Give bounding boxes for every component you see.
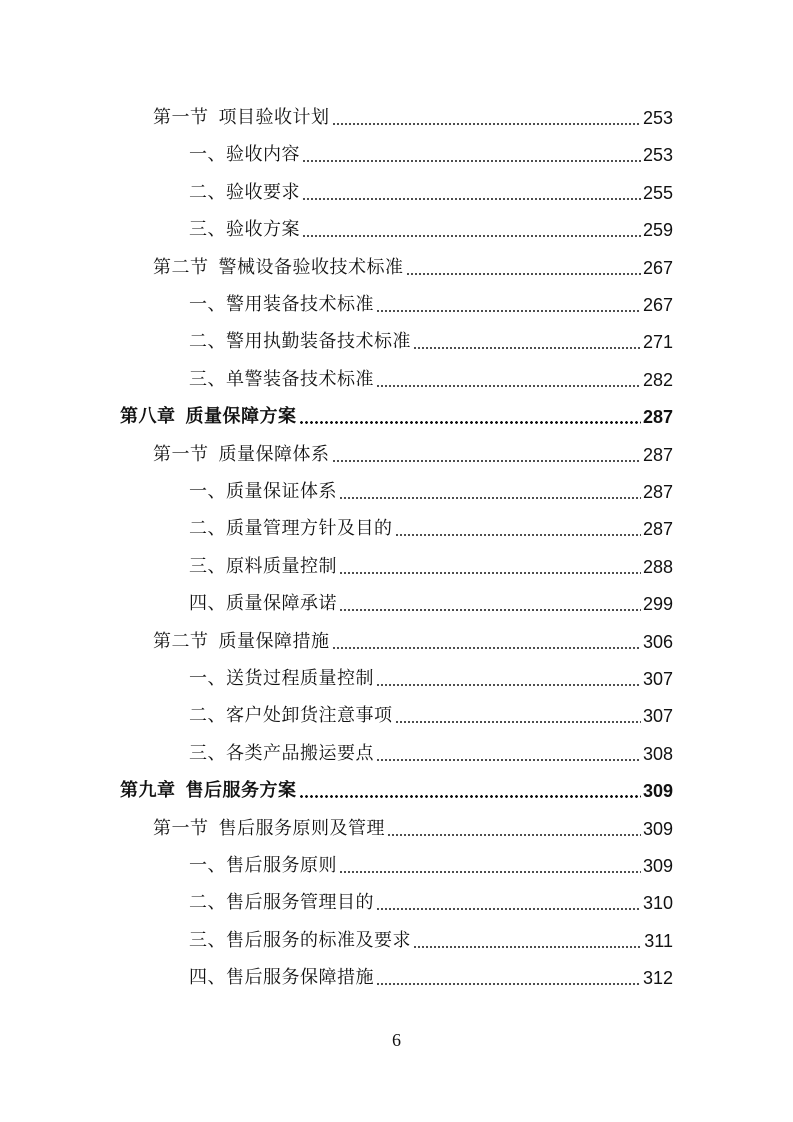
- dot-leader: [376, 368, 641, 388]
- toc-entry-prefix: 四、: [189, 593, 226, 615]
- toc-entry-title: [189, 966, 374, 990]
- dot-leader: [332, 106, 641, 126]
- toc-entry-title: [153, 443, 330, 467]
- toc-entry-page: 288: [642, 556, 673, 577]
- toc-entry-page: 309: [642, 856, 673, 876]
- toc-entry-page: 253: [642, 108, 673, 128]
- toc-entry-page: 287: [642, 444, 673, 465]
- toc-entry-chapter[interactable]: [120, 773, 673, 803]
- dot-leader: [339, 480, 641, 500]
- dot-leader: [339, 555, 641, 575]
- dot-leader: [332, 443, 641, 463]
- toc-entry-text: 售后服务原则及管理: [218, 817, 385, 839]
- dot-leader: [406, 256, 641, 276]
- toc-entry-title: [120, 405, 297, 429]
- toc-entry-prefix: 第一节: [153, 817, 209, 839]
- toc-entry-title: [189, 143, 300, 167]
- toc-entry-title: [189, 368, 374, 392]
- toc-entry-item[interactable]: [189, 698, 673, 728]
- toc-entry-text: 售后服务原则: [226, 855, 337, 876]
- toc-entry-prefix: 三、: [189, 742, 226, 764]
- toc-entry-page: 287: [642, 482, 673, 502]
- toc-entry-prefix: 一、: [189, 855, 226, 876]
- toc-entry-page: 306: [642, 631, 673, 652]
- toc-entry-title: [189, 854, 337, 878]
- dot-leader: [387, 817, 641, 837]
- dot-leader: [339, 854, 641, 874]
- toc-entry-prefix: 二、: [189, 181, 226, 203]
- toc-entry-text: 警用装备技术标准: [226, 294, 374, 315]
- toc-entry-title: [153, 256, 404, 280]
- toc-entry-page: 308: [642, 743, 673, 764]
- toc-entry-text: 送货过程质量控制: [226, 668, 374, 689]
- toc-entry-prefix: 一、: [189, 144, 226, 166]
- toc-entry-text: 各类产品搬运要点: [226, 742, 374, 764]
- toc-entry-text: 售后服务方案: [185, 780, 297, 802]
- toc-entry-title: [189, 181, 300, 205]
- toc-entry-item[interactable]: [189, 736, 673, 766]
- toc-entry-item[interactable]: [189, 511, 673, 541]
- toc-entry-prefix: 三、: [189, 368, 226, 390]
- dot-leader: [376, 742, 641, 762]
- toc-entry-page: 307: [642, 706, 673, 727]
- toc-entry-prefix: 第二节: [153, 256, 209, 278]
- toc-entry-prefix: 第八章: [120, 406, 176, 428]
- toc-entry-page: 282: [642, 369, 673, 390]
- toc-entry-page: 255: [642, 182, 673, 203]
- toc-entry-chapter[interactable]: [120, 399, 673, 429]
- dot-leader: [302, 181, 641, 201]
- dot-leader: [332, 630, 641, 650]
- toc-entry-text: 警械设备验收技术标准: [218, 256, 404, 278]
- toc-entry-page: 311: [644, 930, 673, 951]
- toc-entry-item[interactable]: [189, 586, 673, 616]
- toc-entry-title: [189, 929, 411, 953]
- toc-entry-text: 质量保障体系: [218, 443, 330, 465]
- toc-entry-prefix: 三、: [189, 929, 226, 951]
- toc-entry-page: 309: [642, 818, 673, 839]
- toc-entry-text: 售后服务保障措施: [226, 967, 374, 989]
- toc-entry-prefix: 三、: [189, 219, 226, 241]
- toc-entry-item[interactable]: [189, 848, 673, 878]
- toc-entry-item[interactable]: [189, 175, 673, 205]
- toc-entry-text: 质量保证体系: [226, 481, 337, 502]
- toc-entry-section[interactable]: [153, 811, 673, 841]
- toc-entry-item[interactable]: [189, 474, 673, 504]
- toc-entry-prefix: 第一节: [153, 443, 209, 465]
- dot-leader: [376, 891, 641, 911]
- toc-entry-item[interactable]: [189, 212, 673, 242]
- toc-entry-title: [189, 480, 337, 504]
- dot-leader: [413, 929, 642, 949]
- toc-entry-title: [189, 517, 393, 541]
- dot-leader: [376, 293, 641, 313]
- toc-entry-text: 项目验收计划: [218, 107, 330, 128]
- toc-entry-page: 287: [642, 407, 673, 428]
- toc-entry-item[interactable]: [189, 923, 673, 953]
- toc-entry-text: 验收要求: [226, 181, 300, 203]
- toc-entry-text: 售后服务的标准及要求: [226, 929, 411, 951]
- toc-entry-page: 267: [642, 257, 673, 278]
- toc-entry-prefix: 第九章: [120, 780, 176, 802]
- toc-entry-text: 验收内容: [226, 144, 300, 166]
- toc-entry-item[interactable]: [189, 362, 673, 392]
- dot-leader: [395, 517, 641, 537]
- toc-entry-page: 267: [642, 295, 673, 315]
- dot-leader: [299, 779, 641, 799]
- toc-entry-section[interactable]: [153, 437, 673, 467]
- toc-entry-item[interactable]: [189, 661, 673, 691]
- toc-entry-text: 质量保障方案: [185, 406, 297, 428]
- toc-entry-prefix: 一、: [189, 481, 226, 502]
- toc-entry-text: 质量保障措施: [218, 630, 330, 652]
- toc-entry-title: [189, 704, 393, 728]
- toc-entry-page: 253: [642, 145, 673, 166]
- toc-entry-text: 售后服务管理目的: [226, 892, 374, 914]
- toc-entry-prefix: 一、: [189, 668, 226, 689]
- dot-leader: [376, 667, 641, 687]
- toc-entry-prefix: 四、: [189, 967, 226, 989]
- dot-leader: [395, 704, 641, 724]
- toc-entry-item[interactable]: [189, 960, 673, 990]
- toc-entry-title: [189, 555, 337, 579]
- toc-entry-title: [189, 742, 374, 766]
- toc-entry-text: 质量管理方针及目的: [226, 518, 393, 540]
- toc-entry-prefix: 二、: [189, 892, 226, 914]
- toc-entry-prefix: 二、: [189, 518, 226, 540]
- toc-entry-prefix: 第二节: [153, 630, 209, 652]
- dot-leader: [339, 592, 641, 612]
- toc-entry-title: [189, 218, 300, 242]
- toc-entry-item[interactable]: [189, 287, 673, 317]
- toc-entry-prefix: 二、: [189, 331, 226, 353]
- dot-leader: [302, 143, 641, 163]
- toc-entry-title: [120, 779, 297, 803]
- toc-entry-title: [189, 330, 411, 354]
- toc-entry-title: [189, 667, 374, 691]
- page-number: 6: [392, 1030, 401, 1050]
- toc-entry-section[interactable]: [153, 100, 673, 130]
- toc-entry-text: 质量保障承诺: [226, 593, 337, 615]
- toc-entry-title: [189, 592, 337, 616]
- toc-entry-text: 客户处卸货注意事项: [226, 705, 393, 727]
- toc-entry-prefix: 第一节: [153, 107, 209, 128]
- dot-leader: [413, 330, 641, 350]
- dot-leader: [376, 966, 641, 986]
- toc-entry-title: [153, 106, 330, 130]
- toc-entry-page: 299: [642, 594, 673, 615]
- toc-entry-page: 287: [642, 519, 673, 540]
- toc-entry-prefix: 三、: [189, 555, 226, 577]
- toc-entry-prefix: 二、: [189, 705, 226, 727]
- toc-entry-item[interactable]: [189, 549, 673, 579]
- dot-leader: [302, 218, 641, 238]
- toc-entry-prefix: 一、: [189, 294, 226, 315]
- toc-entry-item[interactable]: [189, 324, 673, 354]
- toc-entry-title: [189, 293, 374, 317]
- toc-entry-title: [153, 817, 385, 841]
- toc-entry-item[interactable]: [189, 885, 673, 915]
- toc-entry-page: 307: [642, 669, 673, 689]
- toc-entry-section[interactable]: [153, 624, 673, 654]
- dot-leader: [299, 405, 641, 425]
- toc-entry-text: 验收方案: [226, 219, 300, 241]
- toc-entry-page: 310: [642, 893, 673, 914]
- toc-entry-text: 单警装备技术标准: [226, 368, 374, 390]
- toc-entry-page: 259: [642, 220, 673, 241]
- toc-entry-page: 312: [642, 968, 673, 989]
- toc-entry-page: 309: [642, 781, 673, 802]
- toc-entry-page: 271: [642, 332, 673, 353]
- toc-entry-title: [153, 630, 330, 654]
- toc-entry-text: 原料质量控制: [226, 555, 337, 577]
- toc-entry-item[interactable]: [189, 137, 673, 167]
- toc-entry-section[interactable]: [153, 250, 673, 280]
- toc-entry-title: [189, 891, 374, 915]
- toc-entry-text: 警用执勤装备技术标准: [226, 331, 411, 353]
